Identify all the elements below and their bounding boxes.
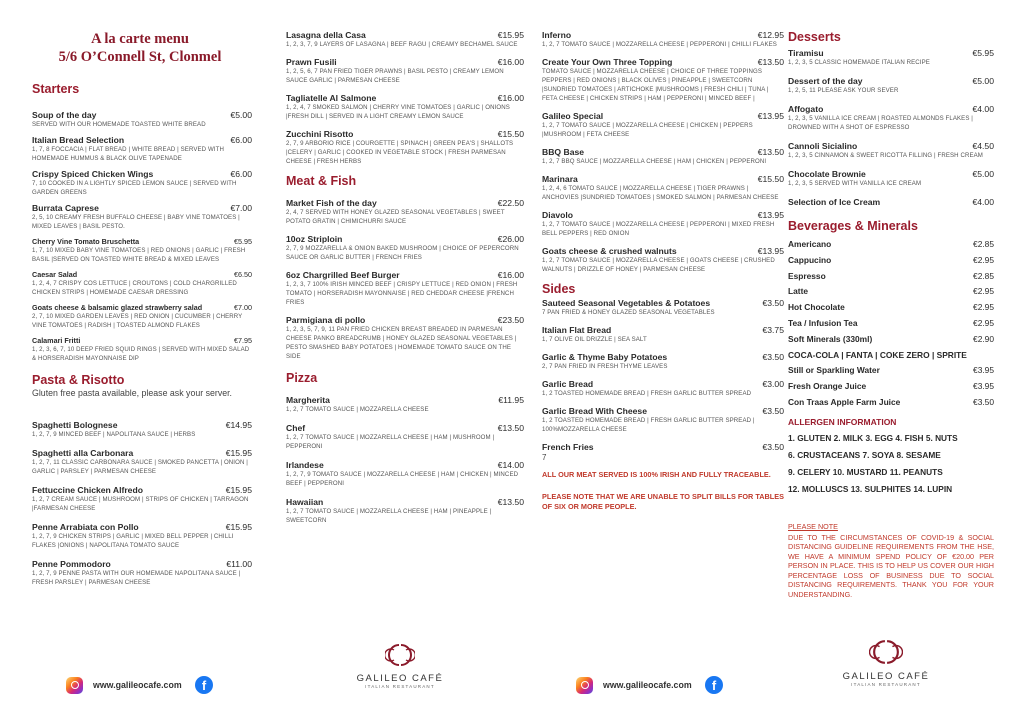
menu-item [32, 169, 252, 197]
beverage-name: Americano [788, 239, 832, 249]
logo-tagline: ITALIAN RESTAURANT [365, 684, 435, 689]
menu-item-description: 1, 7, 8 FOCCACIA | FLAT BREAD | WHITE BREAD | SERVED WITH HOMEMADE HUMMUS & BLACK OLIVE TAPENADE [32, 146, 224, 162]
section-title-sides: Sides [542, 282, 576, 296]
menu-item-name: Chocolate Brownie [788, 169, 866, 179]
menu-item-name: Hawaiian [286, 497, 324, 507]
menu-item-price: €3.50 [762, 406, 784, 416]
allergen-title: ALLERGEN INFORMATION [788, 416, 897, 427]
menu-item-description: 1, 2, 4, 6 TOMATO SAUCE | MOZZARELLA CHEESE | TIGER PRAWNS | ANCHOVIES |SUNDRIED TOMATOES | SMOKED SALMON | PARMESAN CHEESE [542, 185, 779, 201]
menu-item-price: €15.95 [225, 522, 252, 532]
menu-item-price: €6.00 [230, 135, 252, 145]
beverage-price: €2.95 [973, 302, 994, 313]
menu-item [788, 104, 994, 132]
galileo-logo [340, 642, 460, 689]
menu-item [542, 325, 784, 344]
menu-item-price: €13.95 [757, 210, 784, 220]
menu-item-description: 2, 4, 7 SERVED WITH HONEY GLAZED SEASONAL VEGETABLES | SWEET POTATO GRATIN | CHIMICHURRI SAUCE [286, 209, 505, 225]
split-bill-note: PLEASE NOTE THAT WE ARE UNABLE TO SPLIT BILLS FOR TABLES OF SIX OR MORE PEOPLE. [542, 492, 784, 511]
section-title-desserts: Desserts [788, 30, 841, 44]
beverage-item [788, 350, 994, 360]
menu-item [542, 246, 784, 274]
menu-item-description: 1, 2, 7 TOMATO SAUCE | MOZZARELLA CHEESE | PEPPERONI | CHILLI FLAKES [542, 41, 777, 48]
menu-item-price: €4.50 [972, 141, 994, 151]
menu-item-name: Chef [286, 423, 306, 433]
menu-item-description: 1, 7 OLIVE OIL DRIZZLE | SEA SALT [542, 336, 647, 343]
menu-item-name: Inferno [542, 30, 572, 40]
galileo-logo [826, 638, 946, 687]
beverage-item [788, 239, 994, 249]
menu-item-description: 1, 2, 3, 7, 9 LAYERS OF LASAGNA | BEEF RAGU | CREAMY BECHAMEL SAUCE [286, 41, 518, 48]
menu-item-description: 1, 2, 7 TOMATO SAUCE | MOZZARELLA CHEESE | HAM | PINEAPPLE | SWEETCORN [286, 508, 492, 524]
footer-left [66, 676, 213, 694]
menu-item-name: Calamari Fritti [32, 336, 81, 345]
menu-item-price: €5.00 [972, 76, 994, 86]
allergen-list [788, 433, 994, 494]
section-title-meat: Meat & Fish [286, 174, 357, 188]
menu-item-name: Penne Arrabiata con Pollo [32, 522, 139, 532]
menu-item-name: Affogato [788, 104, 824, 114]
menu-item-name: Garlic Bread With Cheese [542, 406, 647, 416]
menu-item-description: 7 PAN FRIED & HONEY GLAZED SEASONAL VEGETABLES [542, 309, 715, 316]
menu-column-3 [532, 0, 786, 724]
covid-note-body: DUE TO THE CIRCUMSTANCES OF COVID-19 & SOCIAL DISTANCING GUIDELINE REQUIREMENTS FROM THE HSE, WE HAVE A MINIMUM SPEND POLICY OF €20.00 PER PERSON IN PLACE. THIS IS TO HELP US COVER OUR HIGH PERCENTAGE LOSS OF BUSINESS DUE TO SOCIAL DISTANCING REQUIREMENTS. THANK YOU FOR YOUR UNDERSTANDING. [788, 532, 994, 599]
menu-item-price: €14.00 [497, 460, 524, 470]
menu-item-description: 1, 2, 7 TOMATO SAUCE | MOZZARELLA CHEESE | GOATS CHEESE | CRUSHED WALNUTS | DRIZZLE OF HONEY | PARMESAN CHEESE [542, 257, 775, 273]
meat-traceability-note: ALL OUR MEAT SERVED IS 100% IRISH AND FULLY TRACEABLE. [542, 470, 771, 479]
section-title-starters: Starters [32, 82, 80, 96]
menu-item-price: €3.75 [762, 325, 784, 335]
allergen-line: 1. GLUTEN 2. MILK 3. EGG 4. FISH 5. NUTS [788, 432, 958, 443]
allergen-line: 9. CELERY 10. MUSTARD 11. PEANUTS [788, 466, 943, 477]
menu-item-name: French Fries [542, 442, 594, 452]
menu-item-name: Italian Flat Bread [542, 325, 612, 335]
menu-item-price: €15.95 [225, 448, 252, 458]
menu-item-description: 1, 2, 3, 6, 7, 10 DEEP FRIED SQUID RINGS | SERVED WITH MIXED SALAD & HORSERADISH MAYONNAISE DIP [32, 346, 250, 362]
menu-item-description: 1, 2, 3, 5 SERVED WITH VANILLA ICE CREAM [788, 180, 922, 187]
beverage-name: Still or Sparkling Water [788, 365, 880, 376]
menu-item [32, 237, 252, 264]
menu-item-description: 1, 2 TOASTED HOMEMADE BREAD | FRESH GARLIC BUTTER SPREAD [542, 390, 752, 397]
beverage-price: €2.85 [973, 270, 994, 281]
website-link[interactable]: www.galileocafe.com [93, 680, 182, 690]
menu-item-description: 1, 2, 4, 7 CRISPY COS LETTUCE | CROUTONS | COLD CHARGRILLED CHICKEN STRIPS | HOMEMADE CAESAR DRESSING [32, 280, 237, 296]
menu-item [286, 460, 524, 488]
menu-item-price: €16.00 [497, 57, 524, 67]
menu-item-name: Garlic Bread [542, 379, 594, 389]
menu-item-price: €26.00 [497, 234, 524, 244]
menu-item-price: €13.50 [757, 57, 784, 67]
menu-item-description: 2, 7, 9 MOZZARELLA & ONION BAKED MUSHROOM | CHOICE OF PEPERCORN SAUCE OR GARLIC BUTTER | FRENCH FRIES [286, 245, 519, 261]
menu-item-price: €3.00 [762, 379, 784, 389]
menu-item-price: €4.00 [972, 197, 994, 207]
website-link[interactable]: www.galileocafe.com [603, 680, 692, 690]
menu-item-price: €11.00 [226, 559, 252, 569]
menu-item-price: €5.95 [972, 48, 994, 58]
menu-item-description: 1, 2, 7, 11 CLASSIC CARBONARA SAUCE | SMOKED PANCETTA | ONION | GARLIC | PARSLEY | PARMESAN CHEESE [32, 459, 248, 475]
menu-item-price: €11.95 [498, 395, 524, 405]
menu-item-price: €3.50 [762, 442, 784, 452]
menu-item-description: 7, 10 COOKED IN A LIGHTLY SPICED LEMON SAUCE | SERVED WITH GARDEN GREENS [32, 180, 237, 196]
menu-item-name: Caesar Salad [32, 270, 78, 279]
menu-item-name: Lasagna della Casa [286, 30, 366, 40]
menu-item [32, 203, 252, 231]
allergen-line: 12. MOLLUSCS 13. SULPHITES 14. LUPIN [788, 483, 953, 494]
menu-item [32, 270, 252, 297]
menu-item-name: Prawn Fusili [286, 57, 337, 67]
desserts-list [788, 48, 994, 207]
logo-tagline: ITALIAN RESTAURANT [851, 682, 921, 687]
menu-item [286, 234, 524, 262]
menu-item-description: 1, 2, 7, 9 TOMATO SAUCE | MOZZARELLA CHEESE | HAM | CHICKEN | MINCED BEEF | PEPPERONI [286, 471, 519, 487]
menu-item-description: 1, 2, 7 TOMATO SAUCE | MOZZARELLA CHEESE | CHICKEN | PEPPERS |MUSHROOM | FETA CHEESE [542, 122, 753, 138]
beverage-item [788, 286, 994, 296]
galileo-logo-mark-icon [869, 638, 903, 666]
menu-item-description: SERVED WITH OUR HOMEMADE TOASTED WHITE BREAD [32, 121, 206, 128]
menu-item-name: Tiramisu [788, 48, 824, 58]
beverage-price: €2.95 [973, 317, 994, 328]
logo-name: GALILEO CAFÉ [356, 673, 444, 684]
menu-item-name: Selection of Ice Cream [788, 197, 881, 207]
menu-item-price: €15.50 [497, 129, 524, 139]
section-title-beverages: Beverages & Minerals [788, 219, 918, 233]
menu-item-name: Dessert of the day [788, 76, 863, 86]
instagram-icon[interactable] [576, 677, 593, 694]
menu-item [788, 76, 994, 95]
covid-note-title: PLEASE NOTE [788, 521, 838, 531]
menu-item-name: Tagliatelle Al Salmone [286, 93, 377, 103]
menu-item [32, 448, 252, 476]
menu-item-description: 1, 2, 7, 9 MINCED BEEF | NAPOLITANA SAUCE | HERBS [32, 431, 196, 438]
menu-item-price: €7.00 [234, 303, 252, 312]
menu-item-description: 1, 2, 7, 9 PENNE PASTA WITH OUR HOMEMADE NAPOLITANA SAUCE | FRESH PARSLEY | PARMESAN CHEESE [32, 570, 241, 586]
menu-item-price: €6.50 [234, 270, 252, 279]
menu-item-description: 1, 2, 7 TOMATO SAUCE | MOZZARELLA CHEESE [286, 406, 429, 413]
menu-item-name: Spaghetti Bolognese [32, 420, 118, 430]
menu-item-description: 1, 2, 3, 5 CINNAMON & SWEET RICOTTA FILLING | FRESH CREAM [788, 152, 983, 159]
menu-item-name: Cannoli Sicialino [788, 141, 858, 151]
beverage-name: Espresso [788, 270, 826, 281]
menu-item-name: Fettuccine Chicken Alfredo [32, 485, 143, 495]
menu-item-name: Goats cheese & balsamic glazed strawberry salad [32, 303, 203, 312]
menu-item-price: €15.95 [497, 30, 524, 40]
menu-item-description: 1, 2, 7 BBQ SAUCE | MOZZARELLA CHEESE | HAM | CHICKEN | PEPPERONI [542, 158, 767, 165]
beverage-item [788, 381, 994, 391]
facebook-icon[interactable]: f [195, 676, 213, 694]
menu-item-price: €13.50 [757, 147, 784, 157]
beverage-price: €2.95 [973, 286, 994, 297]
beverage-item [788, 334, 994, 344]
beverage-price: €3.95 [973, 381, 994, 392]
beverage-price: €3.95 [973, 365, 994, 376]
menu-item [32, 485, 252, 513]
menu-item [542, 210, 784, 238]
menu-item-description: 2, 5, 10 CREAMY FRESH BUFFALO CHEESE | BABY VINE TOMATOES | MIXED LEAVES | BASIL PESTO. [32, 214, 240, 230]
menu-item [286, 57, 524, 85]
menu-item-name: Margherita [286, 395, 330, 405]
menu-item-description: 1, 2, 7, 9 CHICKEN STRIPS | GARLIC | MIXED BELL PEPPER | CHILLI FLAKES |ONIONS | NAPOLITANA TOMATO SAUCE [32, 533, 234, 549]
menu-item [286, 315, 524, 361]
footer-middle [576, 676, 723, 694]
beverage-item [788, 318, 994, 328]
menu-item [542, 30, 784, 49]
menu-item [32, 135, 252, 163]
menu-item-name: Italian Bread Selection [32, 135, 125, 145]
menu-item-price: €12.95 [757, 30, 784, 40]
beverage-name: Hot Chocolate [788, 302, 845, 313]
menu-item-name: Marinara [542, 174, 578, 184]
menu-item-price: €5.00 [972, 169, 994, 179]
menu-item-description: 1, 2, 3, 5, 7, 9, 11 PAN FRIED CHICKEN BREAST BREADED IN PARMESAN CHEESE PANKO BREADCRUMB | HONEY GLAZED SEASONAL VEGETABLES | PESTO SMASHED BABY POTATOES | HOMEMADE TOMATO SAUCE ON THE SIDE [286, 326, 517, 360]
menu-item-price: €13.95 [757, 246, 784, 256]
menu-item-description: 1, 2, 3, 7 100% IRISH MINCED BEEF | CRISPY LETTUCE | RED ONION | FRESH TOMATO | HORSERADISH MAYONNAISE | RED CHEDDAR CHEESE |FRENCH FRIES [286, 281, 518, 306]
menu-item-name: Spaghetti alla Carbonara [32, 448, 134, 458]
pizza-list-continued [542, 30, 784, 274]
menu-item [32, 303, 252, 330]
beverage-name: Cappucino [788, 254, 832, 265]
menu-item-description: 1, 2, 4, 7 SMOKED SALMON | CHERRY VINE TOMATOES | GARLIC | ONIONS |FRESH DILL | SERVED IN A LIGHT CREAMY LEMON SAUCE [286, 104, 510, 120]
menu-item-description: 2, 7, 9 ARBORIO RICE | COURGETTE | SPINACH | GREEN PEA'S | SHALLOTS |CELERY | GARLIC | COOKED IN VEGETABLE STOCK | FRESH PARMESAN CHEESE | FRESH HERBS [286, 140, 514, 165]
menu-header-title: A la carte menu [91, 31, 189, 47]
pasta-list [32, 420, 252, 587]
menu-item-price: €23.50 [497, 315, 524, 325]
instagram-icon[interactable] [66, 677, 83, 694]
menu-column-1 [0, 0, 262, 724]
menu-item-price: €3.50 [762, 352, 784, 362]
menu-item-price: €13.95 [757, 111, 784, 121]
menu-item [788, 197, 994, 207]
menu-item-description: 2, 7, 10 MIXED GARDEN LEAVES | RED ONION | CUCUMBER | CHERRY VINE TOMATOES | RADISH | TOASTED ALMOND FLAKES [32, 313, 243, 329]
beverage-item [788, 255, 994, 265]
menu-item [788, 141, 994, 160]
beverage-name: Soft Minerals (330ml) [788, 333, 873, 344]
beverage-item [788, 302, 994, 312]
menu-item-description: 1, 2, 7 TOMATO SAUCE | MOZZARELLA CHEESE | PEPPERONI | MIXED FRESH BELL PEPPERS | RED ONION [542, 221, 775, 237]
menu-item [286, 198, 524, 226]
menu-item [286, 270, 524, 307]
beverage-name: Tea / Infusion Tea [788, 317, 858, 328]
menu-item-name: Create Your Own Three Topping [542, 57, 673, 67]
galileo-logo-mark-icon [385, 642, 415, 668]
beverage-price: €2.90 [973, 333, 994, 344]
menu-item-description: 1, 2, 7 TOMATO SAUCE | MOZZARELLA CHEESE | HAM | MUSHROOM | PEPPERONI [286, 434, 495, 450]
menu-item-price: €3.50 [762, 298, 784, 308]
menu-item-name: 10oz Striploin [286, 234, 343, 244]
menu-item [542, 57, 784, 103]
menu-item-name: Crispy Spiced Chicken Wings [32, 169, 154, 179]
menu-item-price: €14.95 [225, 420, 252, 430]
menu-item-description: 1, 2, 5, 11 PLEASE ASK YOUR SEVER [788, 87, 899, 94]
meat-list [286, 198, 524, 361]
menu-item-price: €16.00 [497, 93, 524, 103]
menu-item-name: Soup of the day [32, 110, 97, 120]
beverage-name: Con Traas Apple Farm Juice [788, 396, 901, 407]
menu-item [286, 129, 524, 166]
menu-item-price: €7.95 [234, 336, 252, 345]
menu-item-name: Zucchini Risotto [286, 129, 354, 139]
menu-item [32, 336, 252, 363]
pasta-subtitle: Gluten free pasta available, please ask your server. [32, 388, 232, 398]
beverage-item [788, 365, 994, 375]
menu-item-price: €13.50 [497, 423, 524, 433]
menu-item-name: Galileo Special [542, 111, 604, 121]
beverage-name: Fresh Orange Juice [788, 381, 867, 392]
sides-list [542, 298, 784, 462]
menu-item-name: Irlandese [286, 460, 324, 470]
beverage-item [788, 397, 994, 407]
menu-item [542, 298, 784, 317]
menu-item-description: 7 [542, 453, 547, 462]
menu-item-name: Market Fish of the day [286, 198, 377, 208]
menu-item [286, 423, 524, 451]
menu-item-price: €6.00 [230, 169, 252, 179]
beverages-list [788, 239, 994, 407]
menu-item [286, 93, 524, 121]
allergen-line: 6. CRUSTACEANS 7. SOYA 8. SESAME [788, 449, 941, 460]
menu-item [32, 110, 252, 129]
menu-item-description: 1, 2, 3, 5 VANILLA ICE CREAM | ROASTED ALMONDS FLAKES | DROWNED WITH A SHOT OF ESPRESSO [788, 115, 973, 131]
menu-item [542, 174, 784, 202]
beverage-name: Latte [788, 286, 809, 297]
menu-item-price: €5.95 [234, 237, 252, 246]
menu-item [542, 442, 784, 462]
menu-item-price: €4.00 [972, 104, 994, 114]
menu-item-description: 1, 2, 3, 5 CLASSIC HOMEMADE ITALIAN RECIPE [788, 59, 930, 66]
menu-item-description: 1, 2, 5, 6, 7 PAN FRIED TIGER PRAWNS | BASIL PESTO | CREAMY LEMON SAUCE GARLIC | PARMESAN CHEESE [286, 68, 504, 84]
beverage-name: COCA-COLA | FANTA | COKE ZERO | SPRITE [788, 349, 967, 360]
menu-item-description: TOMATO SAUCE | MOZZARELLA CHEESE | CHOICE OF THREE TOPPINGS PEPPERS | RED ONIONS | BLACK OLIVES | PINEAPPLE | SWEETCORN |SUNDRIED TOMATOES | ARTICHOKE |MUSHROOMS | FRESH CHILI | TUNA | FETA CHEESE | CHICKEN STRIPS | HAM | PEPPERONI | MINCED BEEF | [542, 68, 769, 102]
menu-item-price: €22.50 [497, 198, 524, 208]
menu-item-price: €15.95 [225, 485, 252, 495]
menu-item-price: €16.00 [497, 270, 524, 280]
menu-item-name: Parmigiana di pollo [286, 315, 366, 325]
section-title-pasta: Pasta & Risotto [32, 373, 125, 387]
menu-item-description: 2, 7 PAN FRIED IN FRESH THYME LEAVES [542, 363, 668, 370]
menu-item [788, 169, 994, 188]
menu-item-name: Garlic & Thyme Baby Potatoes [542, 352, 668, 362]
menu-item-name: Diavolo [542, 210, 574, 220]
facebook-icon[interactable]: f [705, 676, 723, 694]
menu-item-name: Burrata Caprese [32, 203, 99, 213]
section-title-pizza: Pizza [286, 371, 318, 385]
menu-item-name: BBQ Base [542, 147, 585, 157]
beverage-price: €2.85 [973, 239, 994, 249]
menu-item [32, 559, 252, 587]
pasta-list-continued [286, 30, 524, 166]
menu-item [542, 147, 784, 166]
menu-item-name: 6oz Chargrilled Beef Burger [286, 270, 400, 280]
menu-item [788, 48, 994, 67]
beverage-item [788, 271, 994, 281]
menu-column-2 [276, 0, 526, 724]
menu-item-price: €15.50 [757, 174, 784, 184]
menu-item [542, 111, 784, 139]
menu-item [286, 30, 524, 49]
menu-item-price: €13.50 [497, 497, 524, 507]
menu-item-name: Penne Pommodoro [32, 559, 111, 569]
menu-item-name: Cherry Vine Tomato Bruschetta [32, 237, 140, 246]
menu-item [286, 395, 524, 414]
beverage-price: €3.50 [973, 396, 994, 407]
menu-header [32, 30, 248, 66]
menu-item [32, 420, 252, 439]
menu-item-description: 1, 7, 10 MIXED BABY VINE TOMATOES | RED ONIONS | GARLIC | FRESH BASIL |SERVED ON TOASTED WHITE BREAD & MIXED LEAVES [32, 247, 246, 263]
menu-column-4 [780, 0, 994, 724]
beverage-price: €2.95 [973, 254, 994, 265]
logo-name: GALILEO CAFÉ [842, 671, 930, 682]
menu-item-name: Goats cheese & crushed walnuts [542, 246, 677, 256]
menu-item [542, 379, 784, 398]
pizza-list [286, 395, 524, 525]
menu-item [286, 497, 524, 525]
menu-item-price: €7.00 [230, 203, 252, 213]
menu-header-address: 5/6 O’Connell St, Clonmel [58, 49, 222, 65]
menu-item-description: 1, 2 TOASTED HOMEMADE BREAD | FRESH GARLIC BUTTER SPREAD | 100%MOZZARELLA CHEESE [542, 417, 755, 433]
menu-item-price: €5.00 [230, 110, 252, 120]
menu-item [542, 406, 784, 434]
menu-item [542, 352, 784, 371]
menu-item-description: 1, 2, 7 CREAM SAUCE | MUSHROOM | STRIPS OF CHICKEN | TARRAGON |FARMESAN CHEESE [32, 496, 249, 512]
menu-item-name: Sauteed Seasonal Vegetables & Potatoes [542, 298, 711, 308]
starters-list [32, 110, 252, 363]
menu-item [32, 522, 252, 550]
